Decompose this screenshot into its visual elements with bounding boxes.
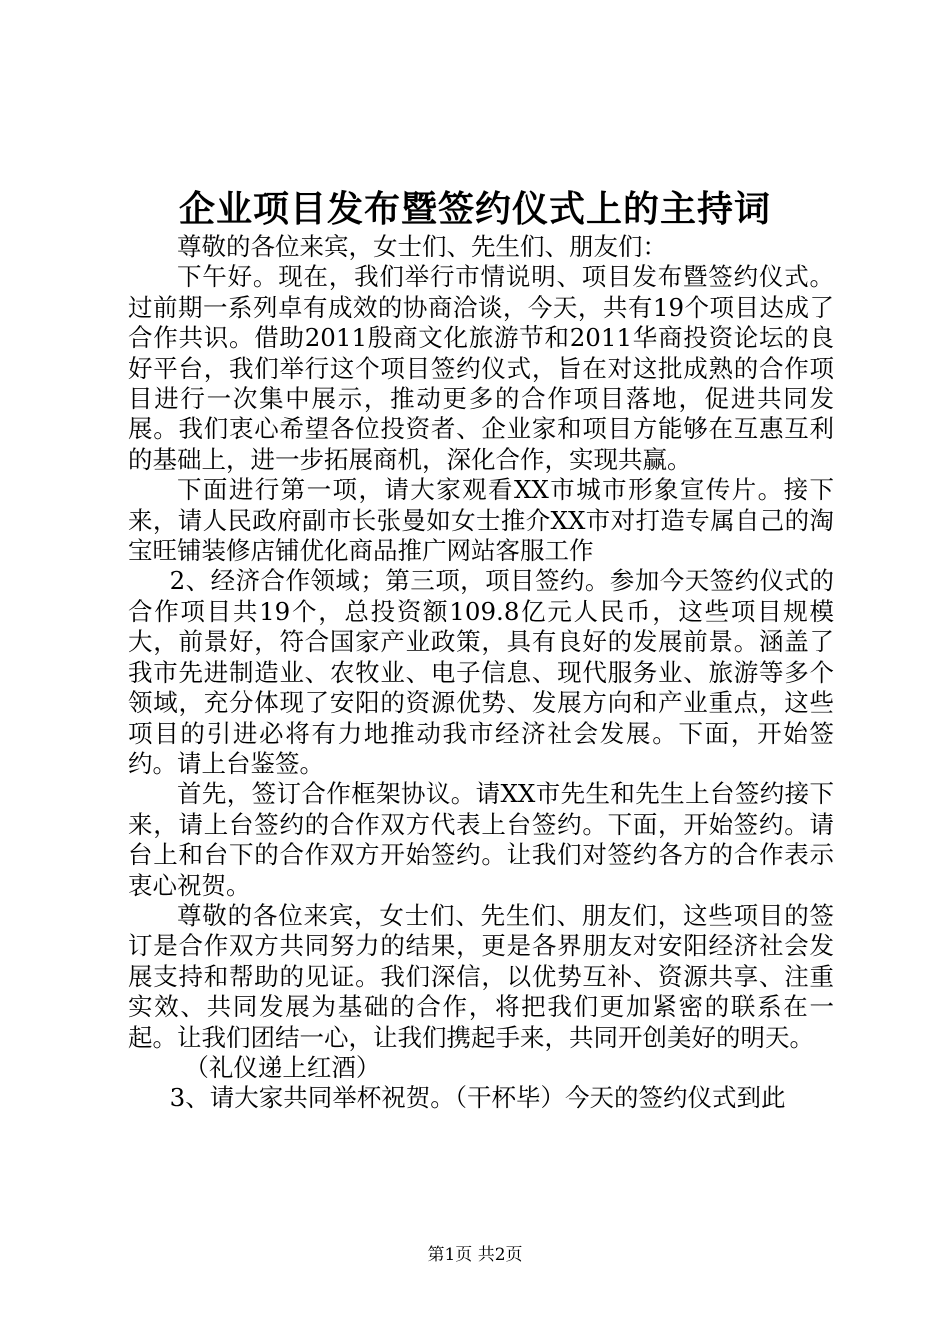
paragraph-greeting: 尊敬的各位来宾，女士们、先生们、朋友们： (177, 232, 667, 261)
paragraph-item-one: 下面进行第一项，请大家观看XX市城市形象宣传片。接下来，请人民政府副市长张曼如女士推介XX市对打造专属自己的淘宝旺铺装修店铺优化商品推广网站客服工作 (128, 475, 834, 566)
paragraph-wine-note: （礼仪递上红酒） (184, 1052, 381, 1082)
paragraph-framework: 首先，签订合作框架协议。请XX市先生和先生上台签约接下来，请上台签约的合作双方代表上台签约。下面，开始签约。请台上和台下的合作双方开始签约。让我们对签约各方的合作表示衷心祝贺。 (128, 779, 834, 900)
paragraph-closing-remarks: 尊敬的各位来宾，女士们、先生们、朋友们，这些项目的签订是合作双方共同努力的结果，更是各界朋友对安阳经济社会发展支持和帮助的见证。我们深信，以优势互补、资源共享、注重实效、共同发展为基础的合作，将把我们更加紧密的联系在一起。让我们团结一心，让我们携起手来，共同开创美好的明天。 (128, 900, 834, 1052)
page-number: 第1页 共2页 (427, 1245, 523, 1265)
paragraph-opening: 下午好。现在，我们举行市情说明、项目发布暨签约仪式。过前期一系列卓有成效的协商洽谈，今天，共有19个项目达成了合作共识。借助2011殷商文化旅游节和2011华商投资论坛的良好平台，我们举行这个项目签约仪式，旨在对这批成熟的合作项目进行一次集中展示，推动更多的合作项目落地，促进共同发展。我们衷心希望各位投资者、企业家和项目方能够在互惠互利的基础上，进一步拓展商机，深化合作，实现共赢。 (128, 262, 834, 474)
document-body (128, 232, 834, 1114)
document-title: 企业项目发布暨签约仪式上的主持词 (178, 188, 771, 230)
paragraph-signing: 2、经济合作领域；第三项，项目签约。参加今天签约仪式的合作项目共19个，总投资额109.8亿元人民币，这些项目规模大，前景好，符合国家产业政策，具有良好的发展前景。涵盖了我市先进制造业、农牧业、电子信息、现代服务业、旅游等多个领域，充分体现了安阳的资源优势、发展方向和产业重点，这些项目的引进必将有力地推动我市经济社会发展。下面，开始签约。请上台鉴签。 (128, 566, 834, 778)
paragraph-toast: 3、请大家共同举杯祝贺。（干杯毕）今天的签约仪式到此 (169, 1083, 786, 1113)
